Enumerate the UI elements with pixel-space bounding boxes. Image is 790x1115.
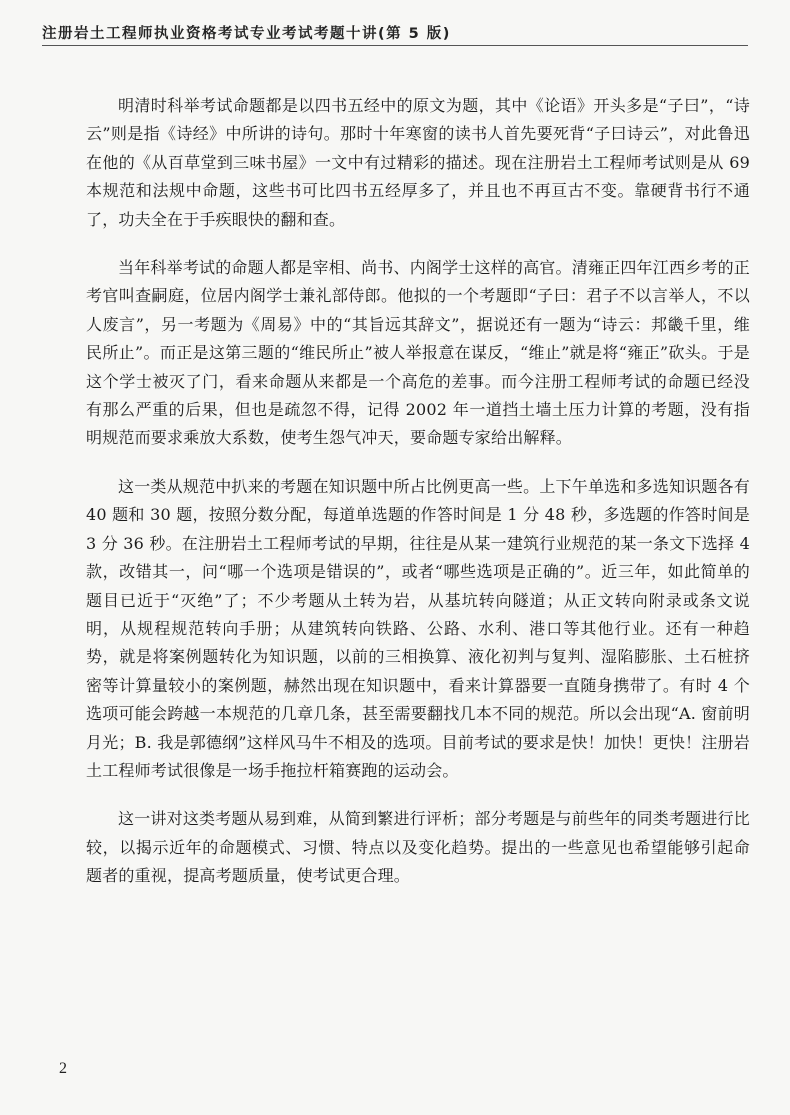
paragraph-3: 这一类从规范中扒来的考题在知识题中所占比例更高一些。上下午单选和多选知识题各有 40 题和 30 题，按照分数分配，每道单选题的作答时间是 1 分 48 秒，多选题的作答时间是 3 分 36 秒。在注册岩土工程师考试的早期，往往是从某一建筑行业规范的某一条文下选择 4 款，改错其一，问“哪一个选项是错误的”，或者“哪些选项是正确的”。近三年，如此简单的题目已近于“灭绝”了；不少考题从土转为岩，从基坑转向隧道；从正文转向附录或条文说明，从规程规范转向手册；从建筑转向铁路、公路、水利、港口等其他行业。还有一种趋势，就是将案例题转化为知识题，以前的三相换算、液化初判与复判、湿陷膨胀、土石桩挤密等计算量较小的案例题，赫然出现在知识题中，看来计算器要一直随身携带了。有时 4 个选项可能会跨越一本规范的几章几条，甚至需要翻找几本不同的规范。所以会出现“A. 窗前明月光；B. 我是郭德纲”这样风马牛不相及的选项。目前考试的要求是快！加快！更快！注册岩土工程师考试很像是一场手拖拉杆箱赛跑的运动会。	[86, 476, 750, 780]
running-header: 注册岩土工程师执业资格考试专业考试考题十讲(第 5 版)	[42, 26, 451, 42]
page-number: 2	[59, 1060, 67, 1077]
paragraph-4: 这一讲对这类考题从易到难，从简到繁进行评析；部分考题是与前些年的同类考题进行比较，以揭示近年的命题模式、习惯、特点以及变化趋势。提出的一些意见也希望能够引起命题者的重视，提高考题质量，使考试更合理。	[86, 809, 750, 886]
paragraph-1: 明清时科举考试命题都是以四书五经中的原文为题，其中《论语》开头多是“子曰”，“诗云”则是指《诗经》中所讲的诗句。那时十年寒窗的读书人首先要死背“子曰诗云”，对此鲁迅在他的《从百草堂到三味书屋》一文中有过精彩的描述。现在注册岩土工程师考试则是从 69 本规范和法规中命题，这些书可比四书五经厚多了，并且也不再亘古不变。靠硬背书行不通了，功夫全在于手疾眼快的翻和查。	[86, 96, 750, 229]
paragraph-2: 当年科举考试的命题人都是宰相、尚书、内阁学士这样的高官。清雍正四年江西乡考的正考官叫查嗣庭，位居内阁学士兼礼部侍郎。他拟的一个考题即“子曰：君子不以言举人，不以人废言”，另一考题为《周易》中的“其旨远其辞文”，据说还有一题为“诗云：邦畿千里，维民所止”。而正是这第三题的“维民所止”被人举报意在谋反，“维止”就是将“雍正”砍头。于是这个学士被灭了门，看来命题从来都是一个高危的差事。而今注册工程师考试的命题已经没有那么严重的后果，但也是疏忽不得，记得 2002 年一道挡土墙土压力计算的考题，没有指明规范而要求乘放大系数，使考生怨气冲天，要命题专家给出解释。	[86, 258, 750, 448]
header-rule	[42, 45, 748, 46]
body-text	[86, 92, 750, 911]
